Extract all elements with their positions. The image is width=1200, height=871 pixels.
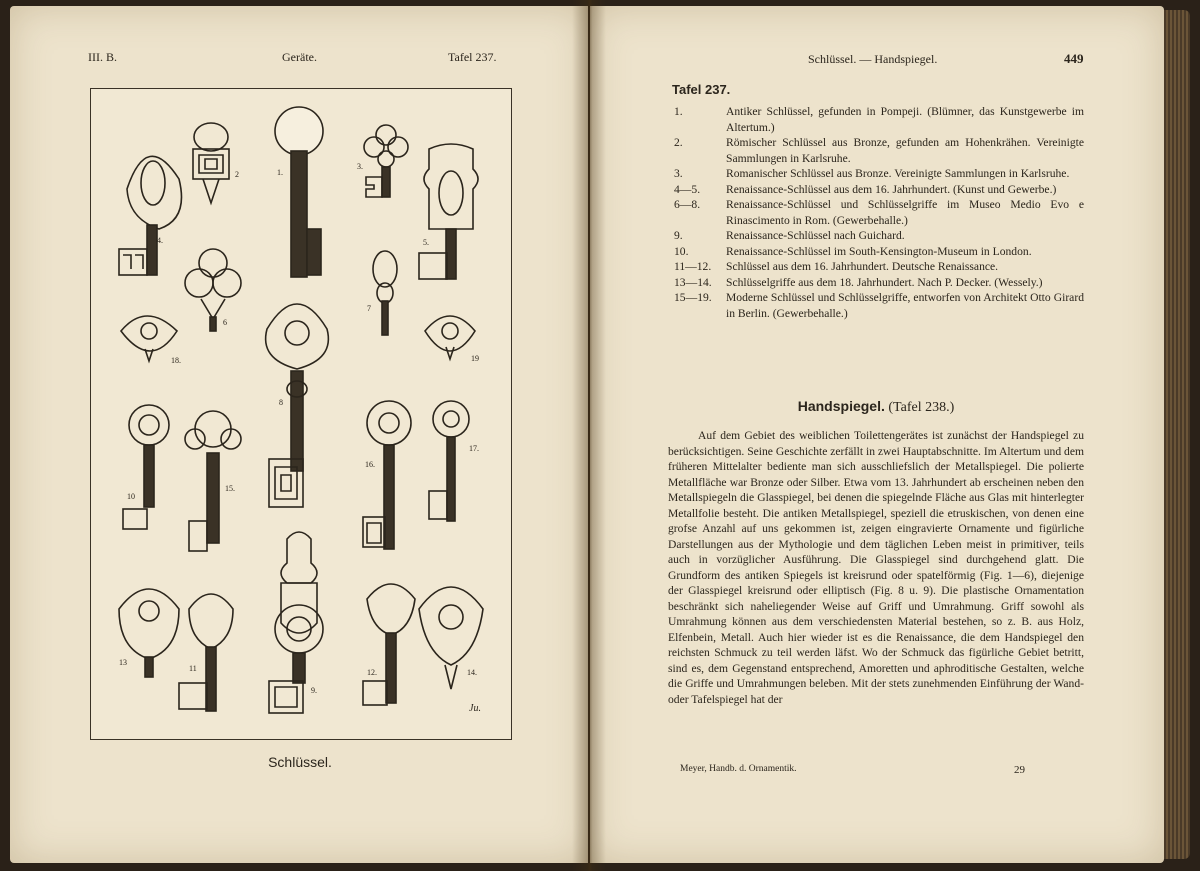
legend-item xyxy=(668,275,1084,291)
plate-legend-title: Tafel 237. xyxy=(672,82,731,97)
key-10-drawing xyxy=(123,405,169,529)
body-paragraph: Auf dem Gebiet des weiblichen Toilettengerätes ist zunächst der Handspiegel zu berücksichtigen. Seine Geschichte zerfällt in zwei Hauptabschnitte. Im Altertum und dem früheren Mittelalter bediente man sich ausschliefslich der Metallspiegel. Die polierte Metallfläche war Bronze oder Silber. Etwa vom 13. Jahrhundert ab erscheinen neben den Metallspiegeln die Glasspiegel, bei denen die spiegelnde Fläche aus Glas mit hinterlegter Metallfolie besteht. Die antiken Metallspiegel, speziell die etruskischen, von denen eine grofse Anzahl auf uns gekommen ist, zeigen eingravierte Ornamente und figürliche Darstellungen aus der Mythologie und dem täglichen Leben meist in primitiver, teils auch in vorzüglicher Ausführung. Die Glasspiegel sind durchgehend glatt. Die Grundform des antiken Spiegels ist kreisrund oder spatelförmig (Fig. 1—6), diejenige der Glasspiegel kreisrund oder elliptisch (Fig. 8 u. 9). Die plastische Ornamentation beschränkt sich naheliegender Weise auf Griff und Umrahmung. Griff sowohl als Umrahmung können aus dem verschiedensten Material bestehen, so z. B. aus Holz, Elfenbein, Metall. Auch hier wieder ist es die Renaissance, die dem Handspiegel den reichsten Schmuck zu teil werden läfst. Wo der Schmuck das figürliche Gebiet betritt, sind es, dem Gegenstand entsprechend, Amoretten und aphroditische Gestalten, welche die Griffe und Umrahmungen beleben. Mit der stets zunehmenden Einführung der Wand- oder Tafelspiegel hat der xyxy=(668,429,1084,706)
left-header-section: III. B. xyxy=(88,50,117,64)
legend-item-number: 9. xyxy=(674,229,683,242)
section-title-bold: Handspiegel. xyxy=(797,398,885,414)
key-3-drawing xyxy=(364,125,408,197)
key-15-drawing xyxy=(185,411,241,551)
fig-num-17: 17. xyxy=(469,444,479,453)
legend-item xyxy=(668,104,1084,135)
key-5-drawing xyxy=(419,144,478,279)
fig-num-7: 7 xyxy=(367,304,371,313)
key-7-drawing xyxy=(373,251,397,335)
key-2-drawing xyxy=(193,123,229,203)
legend-item xyxy=(668,135,1084,166)
body-text xyxy=(668,428,1084,707)
legend-item-number: 10. xyxy=(674,244,689,258)
fig-num-16: 16. xyxy=(365,460,375,469)
legend-item-number: 1. xyxy=(674,105,683,118)
key-plate-illustration xyxy=(90,88,512,740)
legend-item-text: Moderne Schlüssel und Schlüsselgriffe, entworfen von Architekt Otto Girard in Berlin. (Gewerbehalle.) xyxy=(726,291,1084,320)
fig-num-4: 4. xyxy=(157,236,163,245)
engraver-signature: Ju. xyxy=(469,703,481,714)
fig-num-11: 11 xyxy=(189,664,197,673)
legend-item xyxy=(668,244,1084,260)
legend-item-text: Renaissance-Schlüssel aus dem 16. Jahrhundert. (Kunst und Gewerbe.) xyxy=(726,182,1057,196)
key-8-drawing xyxy=(266,304,329,507)
book-gutter xyxy=(572,0,606,871)
legend-item-number: 3. xyxy=(674,167,683,180)
legend-item-text: Schlüsselgriffe aus dem 18. Jahrhundert. Nach P. Decker. (Wessely.) xyxy=(726,275,1043,289)
key-11-drawing xyxy=(179,594,233,711)
page-edges xyxy=(1164,10,1190,859)
footer-sheet-number: 29 xyxy=(1014,764,1025,776)
legend-item-text: Schlüssel aus dem 16. Jahrhundert. Deutsche Renaissance. xyxy=(726,260,999,273)
legend-item-text: Renaissance-Schlüssel im South-Kensington-Museum in London. xyxy=(726,244,1032,258)
key-18-drawing xyxy=(121,316,177,361)
fig-num-2: 2 xyxy=(235,170,239,179)
key-16-drawing xyxy=(363,401,411,549)
legend-item-number: 4—5. xyxy=(674,182,701,196)
legend-item-number: 2. xyxy=(674,136,683,149)
key-6-drawing xyxy=(185,249,241,331)
legend-item-number: 11—12. xyxy=(674,260,712,273)
legend-item-text: Renaissance-Schlüssel und Schlüsselgriffe im Museo Medio Evo e Rinascimento in Rom. (Gewerbehalle.) xyxy=(726,198,1084,227)
section-title xyxy=(668,398,1084,416)
legend-item xyxy=(668,259,1084,275)
page-number: 449 xyxy=(1064,51,1084,66)
right-header-title: Schlüssel. — Handspiegel. xyxy=(808,52,938,66)
fig-num-9: 9. xyxy=(311,686,317,695)
fig-num-6: 6 xyxy=(223,318,227,327)
legend-item xyxy=(668,182,1084,198)
section-title-ref: (Tafel 238.) xyxy=(884,400,955,415)
keys-drawing xyxy=(91,89,511,739)
footer-signature: Meyer, Handb. d. Ornamentik. xyxy=(680,764,797,774)
key-17-drawing xyxy=(429,401,469,521)
left-header-plate: Tafel 237. xyxy=(448,50,497,64)
legend-item-text: Renaissance-Schlüssel nach Guichard. xyxy=(726,229,905,242)
key-1-drawing xyxy=(275,107,323,277)
plate-legend xyxy=(668,104,1084,321)
legend-item-number: 13—14. xyxy=(674,275,712,289)
legend-item xyxy=(668,290,1084,321)
legend-item-text: Antiker Schlüssel, gefunden in Pompeji. (Blümner, das Kunstgewerbe im Altertum.) xyxy=(726,105,1084,134)
key-12-drawing xyxy=(363,584,415,705)
legend-item-text: Romanischer Schlüssel aus Bronze. Vereinigte Sammlungen in Karlsruhe. xyxy=(726,167,1070,180)
key-19-drawing xyxy=(425,316,475,359)
fig-num-18: 18. xyxy=(171,356,181,365)
legend-item-text: Römischer Schlüssel aus Bronze, gefunden am Hohenkrähen. Vereinigte Sammlungen in Karlsruhe. xyxy=(726,136,1084,165)
key-13-drawing xyxy=(119,589,179,677)
fig-num-14: 14. xyxy=(467,668,477,677)
fig-num-13: 13 xyxy=(119,658,127,667)
legend-item xyxy=(668,166,1084,182)
fig-num-19: 19 xyxy=(471,354,479,363)
left-header-title: Geräte. xyxy=(282,50,317,64)
fig-num-8: 8 xyxy=(279,398,283,407)
key-4-drawing xyxy=(119,156,182,275)
legend-item xyxy=(668,228,1084,244)
legend-item-number: 15—19. xyxy=(674,291,712,304)
fig-num-12: 12. xyxy=(367,668,377,677)
legend-item-number: 6—8. xyxy=(674,198,701,211)
legend-item xyxy=(668,197,1084,228)
fig-num-1: 1. xyxy=(277,168,283,177)
fig-num-10: 10 xyxy=(127,492,135,501)
plate-caption: Schlüssel. xyxy=(268,754,332,770)
fig-num-3: 3. xyxy=(357,162,363,171)
fig-num-15: 15. xyxy=(225,484,235,493)
fig-num-5: 5. xyxy=(423,238,429,247)
